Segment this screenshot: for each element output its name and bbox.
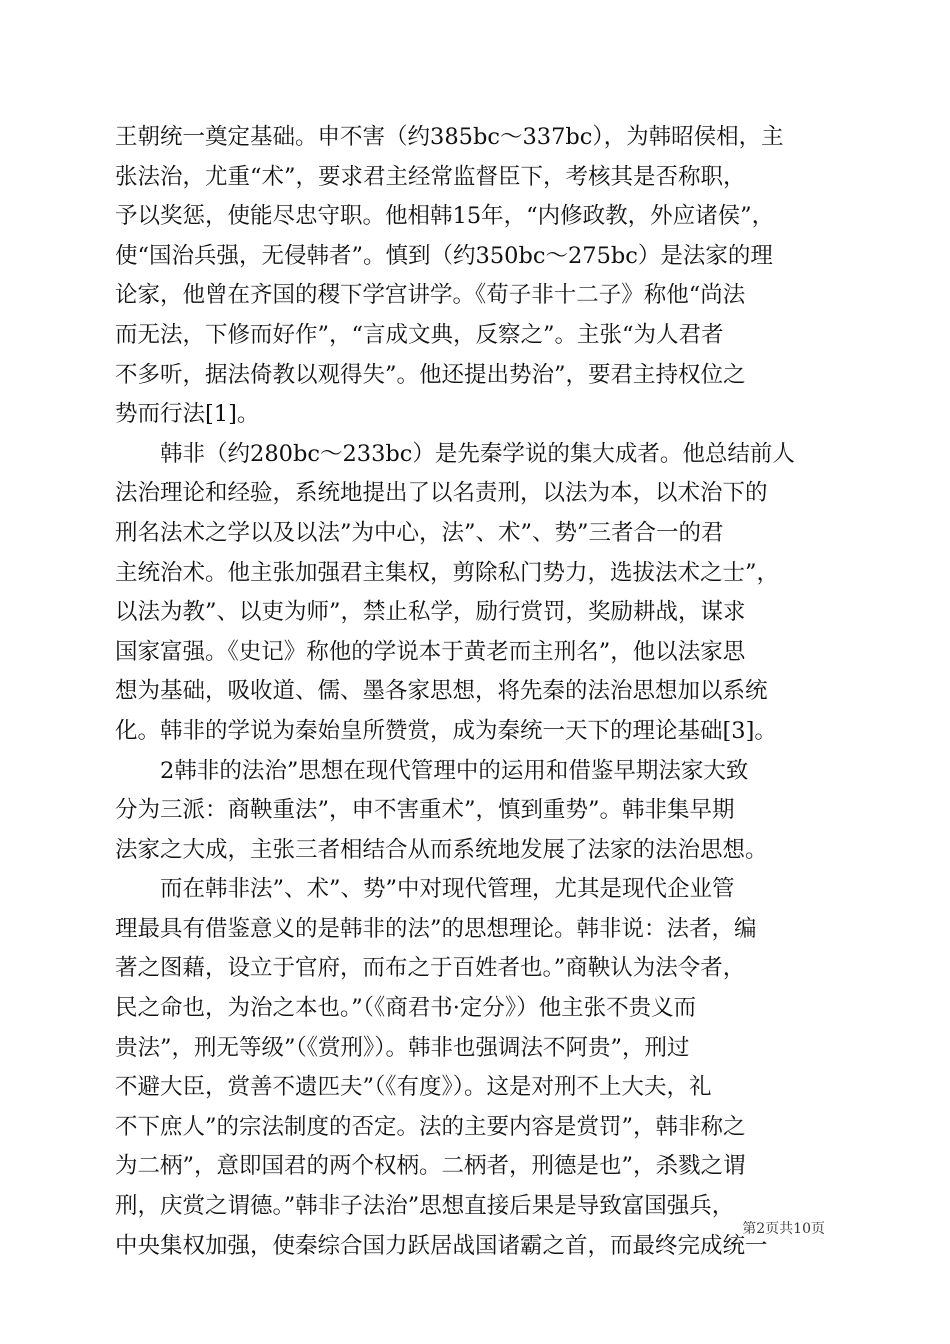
text-line: 为二柄”，意即国君的两个权柄。二柄者，刑德是也”，杀戮之谓 xyxy=(115,1153,746,1180)
paragraph-start-line: 韩非（约280bc～233bc）是先秦学说的集大成者。他总结前人 xyxy=(115,440,795,467)
text-line: 而无法，下修而好作”，“言成文典，反察之”。主张“为人君者 xyxy=(115,321,724,348)
text-line: 以法为教”、以吏为师”，禁止私学，励行赏罚，奖励耕战，谋求 xyxy=(115,599,746,626)
text-line: 国家富强。《史记》称他的学说本于黄老而主刑名”，他以法家思 xyxy=(115,638,746,665)
page-number-footer: 第2页共10页 xyxy=(742,1221,825,1237)
text-line: 王朝统一奠定基础。申不害（约385bc～337bc），为韩昭侯相，主 xyxy=(115,124,784,150)
text-line: 刑，庆赏之谓德。”韩非子法治”思想直接后果是导致富国强兵， xyxy=(115,1193,735,1220)
paragraph-start-line: 2韩非的法治”思想在现代管理中的运用和借鉴早期法家大致 xyxy=(115,757,749,784)
text-line: 予以奖惩，使能尽忠守职。他相韩15年，“内修政教，外应诸侯”， xyxy=(115,203,775,230)
text-line: 民之命也，为治之本也。”（《商君书·定分》）他主张不贵义而 xyxy=(115,995,697,1022)
text-line: 著之图藉，设立于官府，而布之于百姓者也。”商鞅认为法令者， xyxy=(115,955,746,982)
text-line: 使“国治兵强，无侵韩者”。慎到（约350bc～275bc）是法家的理 xyxy=(115,242,773,269)
text-line: 不多听，据法倚教以观得失”。他还提出势治”，要君主持权位之 xyxy=(115,361,746,388)
text-line: 不避大臣，赏善不遗匹夫”（《有度》）。这是对刑不上大夫，礼 xyxy=(115,1074,712,1101)
text-line: 势而行法[1]。 xyxy=(115,401,260,428)
text-line: 法治理论和经验，系统地提出了以名责刑，以法为本，以术治下的 xyxy=(115,480,768,507)
text-line: 法家之大成，主张三者相结合从而系统地发展了法家的法治思想。 xyxy=(115,836,768,863)
body-text xyxy=(115,118,830,1266)
text-line: 贵法”，刑无等级”（《赏刑》）。韩非也强调法不阿贵”，刑过 xyxy=(115,1034,690,1061)
text-line: 张法治，尤重“术”，要求君主经常监督臣下，考核其是否称职， xyxy=(115,163,746,190)
text-line: 刑名法术之学以及以法”为中心，法”、术”、势”三者合一的君 xyxy=(115,519,724,546)
text-line: 理最具有借鉴意义的是韩非的法”的思想理论。韩非说：法者，编 xyxy=(115,915,757,942)
paragraph-start-line: 而在韩非法”、术”、势”中对现代管理，尤其是现代企业管 xyxy=(115,876,735,903)
text-line: 主统治术。他主张加强君主集权，剪除私门势力，选拔法术之士”， xyxy=(115,559,780,586)
text-line: 不下庶人”的宗法制度的否定。法的主要内容是赏罚”，韩非称之 xyxy=(115,1113,746,1140)
text-line: 中央集权加强，使秦综合国力跃居战国诸霸之首，而最终完成统一 xyxy=(115,1232,768,1259)
text-line: 分为三派：商鞅重法”，申不害重术”，慎到重势”。韩非集早期 xyxy=(115,797,735,824)
text-line: 化。韩非的学说为秦始皇所赞赏，成为秦统一天下的理论基础[3]。 xyxy=(115,717,777,744)
text-line: 想为基础，吸收道、儒、墨各家思想，将先秦的法治思想加以系统 xyxy=(115,678,768,705)
text-line: 论家，他曾在齐国的稷下学宫讲学。《荀子非十二子》称他“尚法 xyxy=(115,282,746,309)
